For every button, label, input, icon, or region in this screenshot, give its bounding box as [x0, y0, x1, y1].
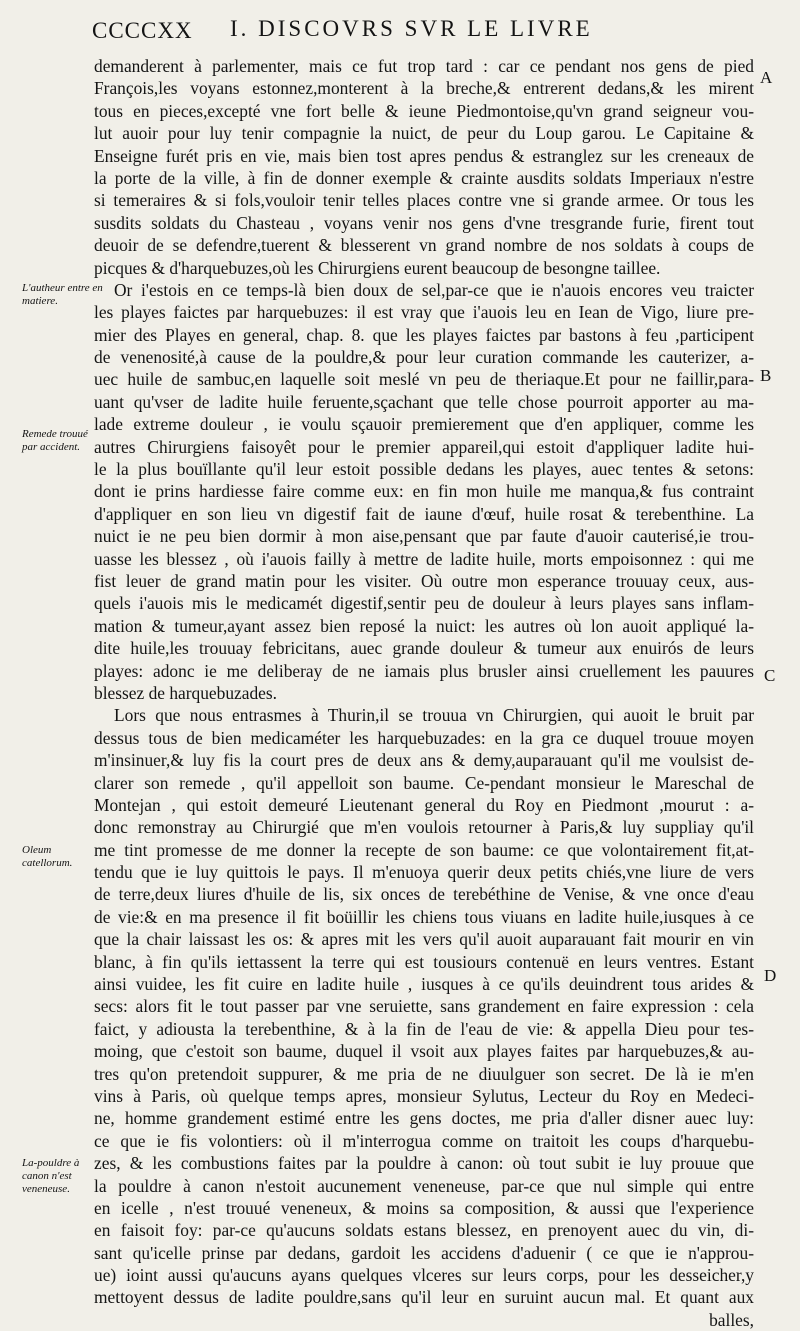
text-line: la pouldre à canon n'estoit aucunement veneneuse, par-ce que nul simple qui entre [94, 1175, 754, 1196]
text-line: m'insinuer,& luy fis la court pres de deux ans & demy,auparauant qu'il me voulsist de- [94, 750, 754, 771]
text-line: me tint promesse de me donner la recepte de son baume: ce que volontairement fit,at- [94, 839, 754, 860]
body-text [94, 55, 754, 1331]
text-line: Montejan , qui estoit demeuré Lieutenant general du Roy en Piedmont ,mourut : a- [94, 794, 754, 815]
text-line: blanc, à fin qu'ils iettassent la terre qui est tousiours contenuë en leurs ventres. Estant [94, 951, 754, 972]
margin-note-pouldre: La-pouldre à canon n'est veneneuse. [22, 1157, 80, 1195]
text-line: en icelle , n'est trouué veneneux, & moins sa composition, & aussi que l'experience [94, 1197, 754, 1218]
text-line: tendu que ie luy quittois le pays. Il m'enuoya querir deux petits chiés,vne liure de vers [94, 862, 754, 883]
text-line: blessez de harquebuzades. [94, 682, 278, 703]
text-line: François,les voyans estonnez,monterent à la breche,& entrerent dedans,& les mirent [94, 78, 754, 99]
text-line: tous en pieces,excepté vne fort belle & ieune Piedmontoise,qu'vn grand seigneur vou- [94, 100, 754, 121]
section-marker-d: D [764, 966, 777, 985]
text-line: uasse les blessez , où i'auois failly à mettre de ladite huile, morts empoisonnez : qui me [94, 548, 754, 569]
text-line: balles, [709, 1309, 754, 1330]
text-line: Enseigne furét pris en vie, mais bien tost apres pendus & estranglez sur les creneaux de [94, 145, 754, 166]
margin-note-oleum: Oleum catellorum. [22, 844, 73, 869]
text-line: les playes faictes par harquebuzes: il est vray que i'auois leu en Iean de Vigo, liure pre- [94, 302, 754, 323]
text-line: ne, homme grandement estimé entre les gens doctes, me pria d'aller disner auec luy: [94, 1108, 754, 1129]
section-marker-a: A [760, 68, 773, 87]
text-line: ue) ioint aussi qu'aucuns ayans quelques vlceres sur leurs corps, pour les desseicher,y [94, 1265, 754, 1286]
text-line: deuoir de se defendre,tuerent & blesserent vn grand nombre de nos soldats à coups de [94, 235, 754, 256]
page-header [92, 14, 752, 48]
text-line: playes: adonc ie me deliberay de ne iamais plus brusler ainsi cruellement les pauures [94, 660, 754, 681]
text-line: autres Chirurgiens faisoyêt pour le premier appareil,qui estoit d'appliquer ladite hui- [94, 436, 754, 457]
text-line: dessus tous de bien medicaméter les harquebuzades: en la gra ce duquel trouue moyen [94, 727, 754, 748]
text-line: mation & tumeur,ayant assez bien reposé la nuict: les autres où lon auoit appliqué la- [94, 615, 754, 636]
section-marker-b: B [760, 366, 772, 385]
text-line: mettoyent dessus de ladite pouldre,sans qu'il leur en suruint aucun mal. Et quant aux [94, 1287, 754, 1308]
text-line: lade extreme douleur , ie voulu sçauoir premierement que d'en appliquer, comme les [94, 414, 754, 435]
text-line: faict, y adiousta la terebenthine, & à la fin de l'eau de vie: & appella Dieu pour tes- [94, 1018, 754, 1039]
text-line: donc remonstray au Chirurgié que m'en voulois retourner à Paris,& luy suppliay qu'il [94, 817, 754, 838]
text-line: d'appliquer en son lieu vn digestif fait de iaune d'œuf, huile rosat & terebenthine. La [94, 503, 754, 524]
text-line: susdits soldats du Chasteau , voyans venir nos gens d'vne tresgrande furie, firent tout [94, 212, 754, 233]
margin-note-remede: Remede trouué par accident. [22, 428, 88, 453]
text-line: uant qu'vser de ladite huile feruente,sçachant que telle chose pourroit apporter au ma- [94, 391, 754, 412]
text-line: de venenosité,à cause de la pouldre,& pour leur curation commande les cauterizer, a- [94, 347, 754, 368]
text-line: de terre,deux liures d'huile de lis, six onces de terebéthine de Venise, & vne once d'eau [94, 884, 754, 905]
text-line: secs: alors fit le tout passer par vne seruiette, sans grandement en faire expression : cela [94, 996, 754, 1017]
section-marker-c: C [764, 666, 776, 685]
folio-number: CCCCXX [92, 18, 193, 43]
text-line: Or i'estois en ce temps-là bien doux de sel,par-ce que ie n'auois encores veu traicter [114, 279, 754, 300]
text-line: clarer son remede , qu'il appelloit son baume. Ce-pendant monsieur le Mareschal de [94, 772, 754, 793]
text-line: vins à Paris, où quelque temps apres, monsieur Sylutus, Lecteur du Roy en Medeci- [94, 1085, 754, 1106]
text-line: dont ie prins hardiesse faire comme eux: en fin mon huile me manqua,& fus contraint [94, 481, 754, 502]
text-line: moing, que c'estoit son baume, duquel il vsoit aux playes faites par harquebuzes,& au- [94, 1041, 754, 1062]
text-line: de vie:& en ma presence il fit boüillir les chiens tous viuans en ladite huile,iusques à ce [94, 906, 754, 927]
text-line: ce que ie fis volontiers: où il m'interrogua comme on traitoit les coups d'harquebu- [94, 1130, 754, 1151]
text-line: en faisoit foy: par-ce qu'aucuns soldats estans blessez, en prenoyent auec du vin, di- [94, 1220, 754, 1241]
text-line: quels i'auois mis le medicamét digestif,sentir peu de douleur à leurs playes sans inflam- [94, 593, 754, 614]
running-title: I. DISCOVRS SVR LE LIVRE [230, 16, 593, 41]
text-line: uec huile de sambuc,en laquelle soit meslé vn peu de theriaque.Et pour ne faillir,para- [94, 369, 754, 390]
text-line: la porte de la ville, à fin de donner exemple & crainte ausdits soldats Imperiaux n'estre [94, 167, 754, 188]
text-line: nuict ie ne peu bien dormir à mon aise,pensant que par faute d'auoir cauterisé,ie trou- [94, 526, 754, 547]
text-line: si temeraires & si fols,vouloir tenir telles places contre vne si grande armee. Or tous les [94, 190, 754, 211]
text-line: fist leuer de grand matin pour les visiter. Où outre mon esperance trouuay ceux, aus- [94, 570, 754, 591]
text-line: lut auoir pour luy tenir compagnie la nuict, de peur du Loup garou. Le Capitaine & [94, 123, 754, 144]
text-line: que la chair laissast les os: & apres mit les vers qu'il auoit auparauant fait mourir en vin [94, 929, 754, 950]
text-line: dite huile,les trouuay febricitans, auec grande douleur & tumeur aux enuirós de leurs [94, 638, 754, 659]
text-line: mier des Playes en general, chap. 8. que les playes faictes par bastons à feu ,participent [94, 324, 754, 345]
text-line: picques & d'harquebuzes,où les Chirurgiens eurent beaucoup de besongne taillee. [94, 257, 661, 278]
margin-note-autheur: L'autheur entre en matiere. [22, 282, 103, 307]
text-line: sant qu'icelle prinse par dedans, gardoit les accidens d'aduenir ( ce que ie n'approu- [94, 1242, 754, 1263]
text-line: tres qu'on pretendoit suppurer, & me pria de ne diuulguer son secret. De là ie m'en [94, 1063, 754, 1084]
text-line: demanderent à parlementer, mais ce fut trop tard : car ce pendant nos gens de pied [94, 56, 754, 76]
text-line: zes, & les combustions faites par la pouldre à canon: où tout subit ie luy prouue que [94, 1153, 754, 1174]
text-line: ainsi vuidee, les fit cuire en ladite huile , iusques à ce qu'ils deuindrent tous arides & [94, 974, 754, 995]
text-line: Lors que nous entrasmes à Thurin,il se trouua vn Chirurgien, qui auoit le bruit par [114, 705, 754, 726]
text-line: le la plus bouïllante qu'il leur estoit possible dedans les playes, auec tentes & setons: [94, 459, 754, 480]
